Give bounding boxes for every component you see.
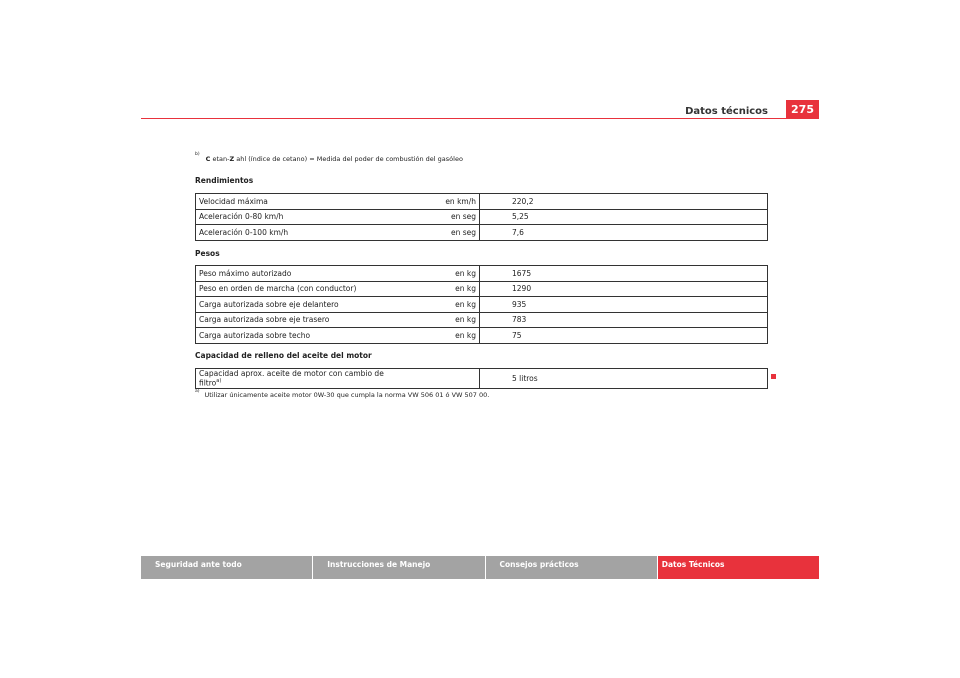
row-unit: en seg [386,209,480,225]
row-unit: en kg [386,328,480,344]
row-value: 935 [480,297,768,313]
footnote-b [195,152,463,164]
row-unit: en kg [386,266,480,282]
row-label: Velocidad máxima [196,194,387,210]
row-value: 220,2 [480,194,768,210]
row-unit: en km/h [386,194,480,210]
row-unit: en kg [386,312,480,328]
header-rule [141,118,819,119]
oil-label-text: Capacidad aprox. aceite de motor con cambio de filtro [199,369,384,388]
row-value: 1290 [480,281,768,297]
aceite-table [195,368,768,389]
table-row [196,297,768,313]
row-unit [386,369,480,389]
rendimientos-table [195,193,768,241]
table-row [196,209,768,225]
table-row [196,312,768,328]
row-label: Carga autorizada sobre eje trasero [196,312,387,328]
footnote-a-mark: a) [195,389,200,394]
row-value: 1675 [480,266,768,282]
footnote-a [195,391,489,399]
row-unit: en kg [386,281,480,297]
row-value: 75 [480,328,768,344]
footer-tab-datos-tecnicos[interactable]: Datos Técnicos [658,556,819,579]
row-label: Aceleración 0-80 km/h [196,209,387,225]
footer-nav [141,556,819,579]
footnote-b-text-a: etan- [210,155,230,164]
end-of-section-marker [771,374,776,379]
section-heading-pesos: Pesos [195,249,220,258]
table-row [196,225,768,241]
oil-label-mark: a) [216,378,222,384]
section-heading-rendimientos: Rendimientos [195,176,254,185]
footnote-a-text: Utilizar únicamente aceite motor 0W-30 que cumpla la norma VW 506 01 ó VW 507 00. [204,391,490,400]
section-heading-aceite: Capacidad de relleno del aceite del motor [195,351,372,360]
footer-tab-consejos[interactable]: Consejos prácticos [486,556,657,579]
pesos-table [195,265,768,344]
row-label [196,369,387,389]
row-label: Aceleración 0-100 km/h [196,225,387,241]
table-row [196,328,768,344]
row-label: Peso máximo autorizado [196,266,387,282]
footnote-b-mark: b) [195,152,200,157]
row-value: 7,6 [480,225,768,241]
row-unit: en kg [386,297,480,313]
footer-tab-seguridad[interactable]: Seguridad ante todo [141,556,312,579]
page-number: 275 [786,100,819,119]
page-header-title: Datos técnicos [685,106,768,117]
footer-tab-instrucciones[interactable]: Instrucciones de Manejo [313,556,484,579]
table-row [196,194,768,210]
table-row [196,266,768,282]
row-label: Peso en orden de marcha (con conductor) [196,281,387,297]
row-label: Carga autorizada sobre techo [196,328,387,344]
footnote-b-term2: Z [229,155,235,164]
row-value: 783 [480,312,768,328]
row-value: 5,25 [480,209,768,225]
footnote-b-text-b: ahl (índice de cetano) = Medida del poder de combustión del gasóleo [234,155,463,164]
row-unit: en seg [386,225,480,241]
row-label: Carga autorizada sobre eje delantero [196,297,387,313]
table-row [196,369,768,389]
footnote-b-term: C [205,155,211,164]
row-value: 5 litros [480,369,768,389]
table-row [196,281,768,297]
